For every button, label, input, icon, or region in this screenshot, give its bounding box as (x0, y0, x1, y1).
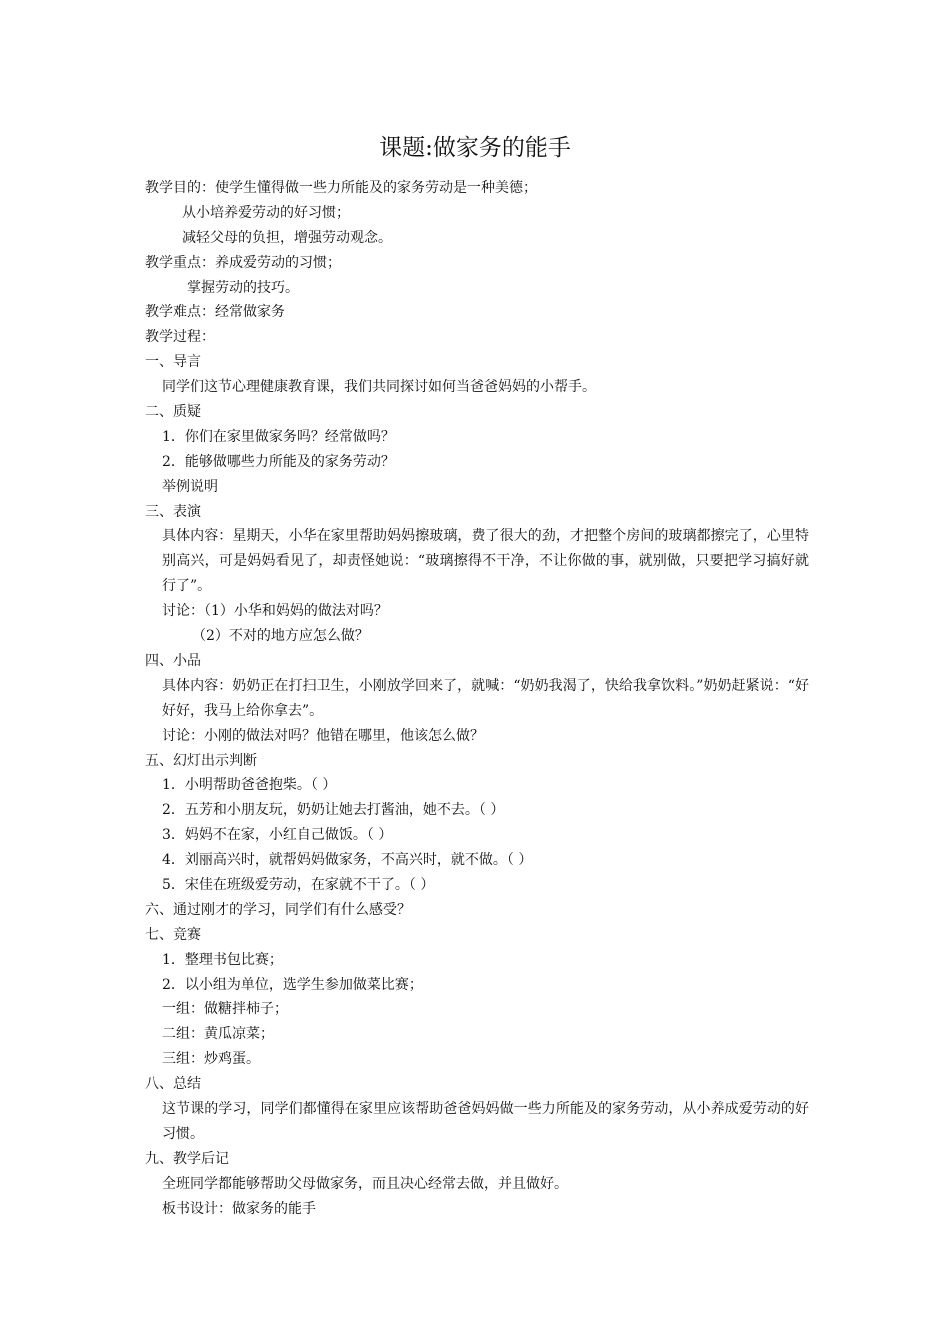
objective-line: 从小培养爱劳动的好习惯； (182, 204, 350, 221)
list-item: 1．小明帮助爸爸抱柴。（ ） (162, 777, 337, 794)
section-heading: 八、总结 (145, 1076, 201, 1093)
process-heading: 教学过程： (145, 329, 215, 346)
section-heading: 二、质疑 (145, 404, 201, 421)
board-design-line: 板书设计：做家务的能手 (162, 1200, 316, 1217)
key-point-line: 教学重点：养成爱劳动的习惯； (145, 254, 341, 271)
discussion-line: 讨论：小刚的做法对吗？他错在哪里，他该怎么做？ (162, 727, 484, 744)
key-point-line: 掌握劳动的技巧。 (187, 279, 299, 296)
section-heading: 七、竞赛 (145, 926, 201, 943)
section-heading: 九、教学后记 (145, 1150, 229, 1167)
list-item: 二组：黄瓜凉菜； (162, 1026, 274, 1043)
paragraph-line: 举例说明 (162, 478, 218, 495)
section-heading: 三、表演 (145, 503, 201, 520)
paragraph-line: 同学们这节心理健康教育课，我们共同探讨如何当爸爸妈妈的小帮手。 (162, 379, 596, 396)
paragraph: 这节课的学习，同学们都懂得在家里应该帮助爸爸妈妈做一些力所能及的家务劳动，从小养成爱劳动的好习惯。 (162, 1101, 809, 1142)
section-heading: 一、导言 (145, 354, 201, 371)
document-body (145, 176, 809, 1222)
paragraph-line: 全班同学都能够帮助父母做家务，而且决心经常去做，并且做好。 (162, 1175, 568, 1192)
page-title: 课题:做家务的能手 (379, 135, 571, 161)
list-item: 1．整理书包比赛； (162, 951, 283, 968)
list-item: 3．妈妈不在家，小红自己做饭。（ ） (162, 827, 393, 844)
list-item: 5．宋佳在班级爱劳动，在家就不干了。（ ） (162, 877, 435, 894)
paragraph: 具体内容：星期天，小华在家里帮助妈妈擦玻璃，费了很大的劲，才把整个房间的玻璃都擦完了，心里特别高兴，可是妈妈看见了，却责怪她说：“玻璃擦得不干净，不让你做的事，就别做，只要把学习搞好就行了”。 (162, 528, 809, 595)
discussion-line: （2）不对的地方应怎么做？ (192, 628, 369, 645)
list-item: 2．以小组为单位，选学生参加做菜比赛； (162, 976, 423, 993)
section-heading: 五、幻灯出示判断 (145, 752, 257, 769)
list-item: 1．你们在家里做家务吗？经常做吗？ (162, 428, 395, 445)
list-item: 4．刘丽高兴时，就帮妈妈做家务，不高兴时，就不做。（ ） (162, 852, 533, 869)
paragraph: 具体内容：奶奶正在打扫卫生，小刚放学回来了，就喊：“奶奶我渴了，快给我拿饮料。”奶奶赶紧说：“好好好，我马上给你拿去”。 (162, 677, 809, 719)
section-heading: 六、通过刚才的学习，同学们有什么感受？ (145, 901, 411, 918)
objective-line: 教学目的：使学生懂得做一些力所能及的家务劳动是一种美德； (145, 180, 537, 196)
objective-line: 减轻父母的负担，增强劳动观念。 (182, 229, 392, 246)
list-item: 2．能够做哪些力所能及的家务劳动？ (162, 453, 395, 470)
difficulty-line: 教学难点：经常做家务 (145, 304, 285, 321)
section-heading: 四、小品 (145, 652, 201, 669)
list-item: 三组：炒鸡蛋。 (162, 1051, 260, 1068)
discussion-line: 讨论：（1）小华和妈妈的做法对吗？ (162, 603, 388, 620)
list-item: 一组：做糖拌柿子； (162, 1001, 288, 1018)
list-item: 2．五芳和小朋友玩，奶奶让她去打酱油，她不去。（ ） (162, 802, 505, 819)
